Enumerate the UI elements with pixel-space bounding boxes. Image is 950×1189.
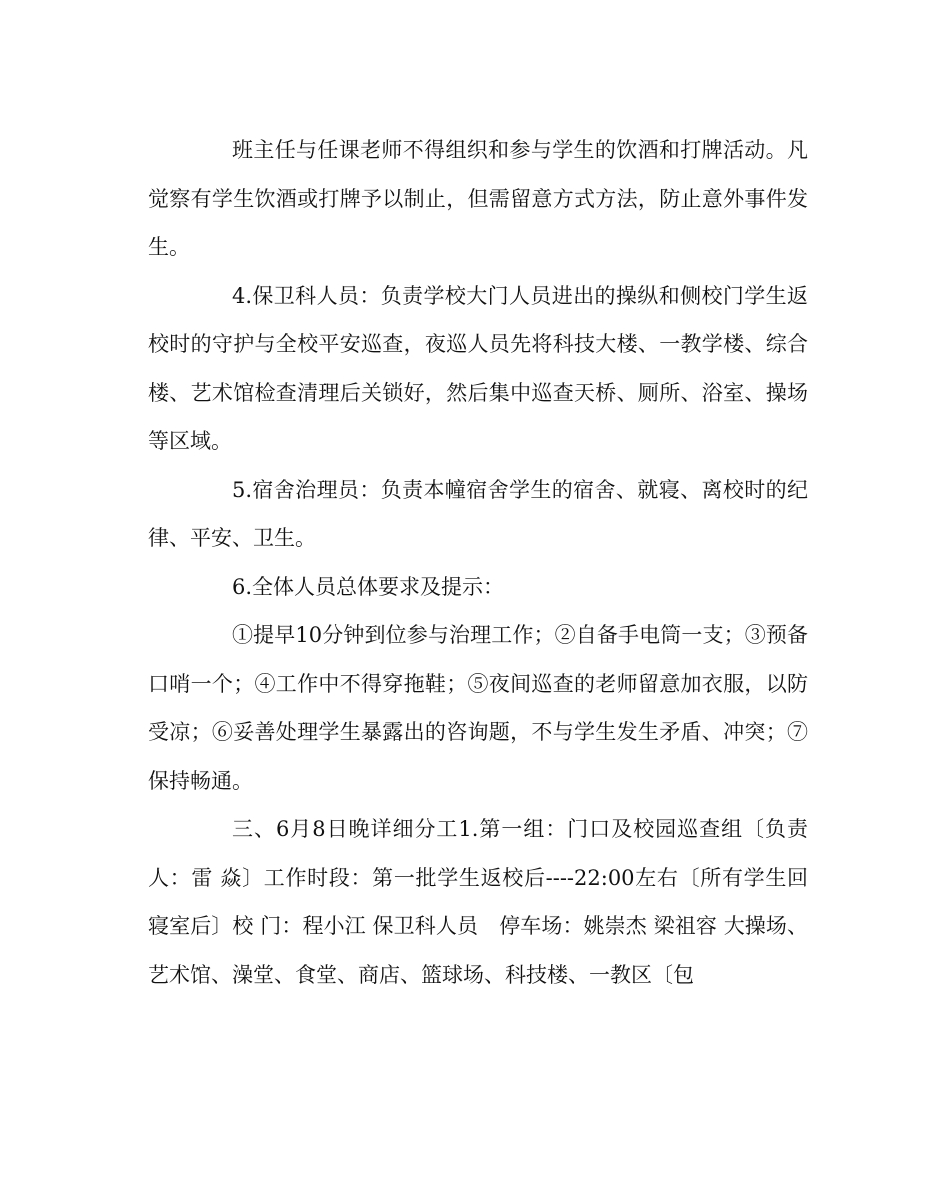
paragraph-security-staff: 4.保卫科人员：负责学校大门人员进出的操纵和侧校门学生返校时的守护与全校平安巡查，夜巡人员先将科技大楼、一教学楼、综合楼、艺术馆检查清理后关锁好，然后集中巡查天桥、厕所、浴室、操场等区域。 bbox=[148, 283, 808, 453]
paragraph-dorm-manager: 5.宿舍治理员：负责本幢宿舍学生的宿舍、就寝、离校时的纪律、平安、卫生。 bbox=[148, 477, 808, 550]
document-body bbox=[148, 126, 808, 999]
paragraph-june8-assignment: 三、6月8日晚详细分工1.第一组：门口及校园巡查组〔负责人：雷 焱〕工作时段：第一批学生返校后----22:00左右〔所有学生回寝室后〕校 门：程小江 保卫科人员 停车场：姚崇杰 梁祖容 大操场、艺术馆、澡堂、食堂、商店、篮球场、科技楼、一教区〔包 bbox=[148, 817, 808, 987]
paragraph-teacher-rules: 班主任与任课老师不得组织和参与学生的饮酒和打牌活动。凡觉察有学生饮酒或打牌予以制止，但需留意方式方法，防止意外事件发生。 bbox=[148, 138, 808, 259]
paragraph-general-requirements-heading: 6.全体人员总体要求及提示： bbox=[232, 574, 505, 599]
paragraph-general-requirements-list: ①提早10分钟到位参与治理工作；②自备手电筒一支；③预备口哨一个；④工作中不得穿拖鞋；⑤夜间巡查的老师留意加衣服，以防受凉；⑥妥善处理学生暴露出的咨询题，不与学生发生矛盾、冲突；⑦保持畅通。 bbox=[148, 623, 808, 793]
